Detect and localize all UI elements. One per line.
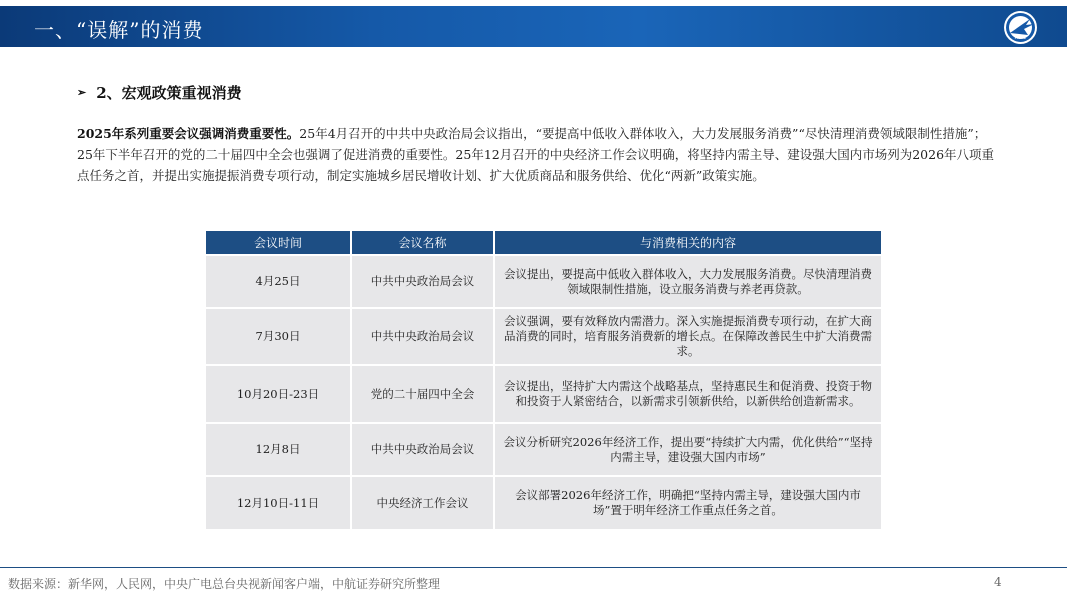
- cell-content: 会议部署2026年经济工作，明确把“坚持内需主导，建设强大国内市场”置于明年经济工作重点任务之首。: [494, 476, 881, 529]
- logo-text: AVIC: [1014, 35, 1027, 41]
- data-source-note: 数据来源：新华网，人民网，中央广电总台央视新闻客户端，中航证券研究所整理: [8, 577, 441, 591]
- column-header-content: 与消费相关的内容: [494, 231, 881, 255]
- column-header-date: 会议时间: [206, 231, 351, 255]
- table-header-row: [206, 231, 881, 255]
- cell-date: 12月10日-11日: [206, 476, 351, 529]
- section-heading: [77, 82, 242, 103]
- table-row: [206, 423, 881, 476]
- cell-content: 会议强调，要有效释放内需潜力。深入实施提振消费专项行动，在扩大商品消费的同时，培育服务消费新的增长点。在保障改善民生中扩大消费需求。: [494, 308, 881, 365]
- paragraph-lead: 2025年系列重要会议强调消费重要性。: [77, 126, 300, 141]
- avic-logo-icon: [1004, 11, 1037, 44]
- section-heading-text: 2、宏观政策重视消费: [96, 84, 242, 102]
- cell-date: 4月25日: [206, 255, 351, 308]
- footer-divider: [0, 567, 1067, 568]
- cell-name: 中共中央政治局会议: [351, 308, 494, 365]
- page-title: 一、“误解”的消费: [34, 18, 204, 42]
- title-bar: [0, 6, 1067, 47]
- bullet-arrow-icon: ➢: [77, 86, 87, 99]
- table-row: [206, 308, 881, 365]
- table-row: [206, 365, 881, 423]
- cell-date: 7月30日: [206, 308, 351, 365]
- page-number: 4: [994, 575, 1002, 589]
- avic-logo: [1004, 11, 1037, 44]
- table-row: [206, 255, 881, 308]
- column-header-name: 会议名称: [351, 231, 494, 255]
- meetings-table: [206, 231, 881, 529]
- cell-name: 党的二十届四中全会: [351, 365, 494, 423]
- cell-content: 会议提出，坚持扩大内需这个战略基点，坚持惠民生和促消费、投资于物和投资于人紧密结合，以新需求引领新供给，以新供给创造新需求。: [494, 365, 881, 423]
- table-row: [206, 476, 881, 529]
- cell-name: 中央经济工作会议: [351, 476, 494, 529]
- cell-content: 会议分析研究2026年经济工作，提出要“持续扩大内需，优化供给”“坚持内需主导，建设强大国内市场”: [494, 423, 881, 476]
- paragraph-text: 25年4月召开的中共中央政治局会议指出，“要提高中低收入群体收入，大力发展服务消费”“尽快清理消费领域限制性措施”；25年下半年召开的党的二十届四中全会也强调了促进消费的重要性。25年12月召开的中央经济工作会议明确，将坚持内需主导、建设强大国内市场列为2026年八项重点任务之首，并提出实施提振消费专项行动，制定实施城乡居民增收计划、扩大优质商品和服务供给、优化“两新”政策实施。: [77, 126, 995, 183]
- cell-name: 中共中央政治局会议: [351, 423, 494, 476]
- cell-date: 10月20日-23日: [206, 365, 351, 423]
- body-paragraph: [77, 123, 997, 186]
- cell-content: 会议提出，要提高中低收入群体收入，大力发展服务消费。尽快清理消费领域限制性措施，设立服务消费与养老再贷款。: [494, 255, 881, 308]
- cell-name: 中共中央政治局会议: [351, 255, 494, 308]
- cell-date: 12月8日: [206, 423, 351, 476]
